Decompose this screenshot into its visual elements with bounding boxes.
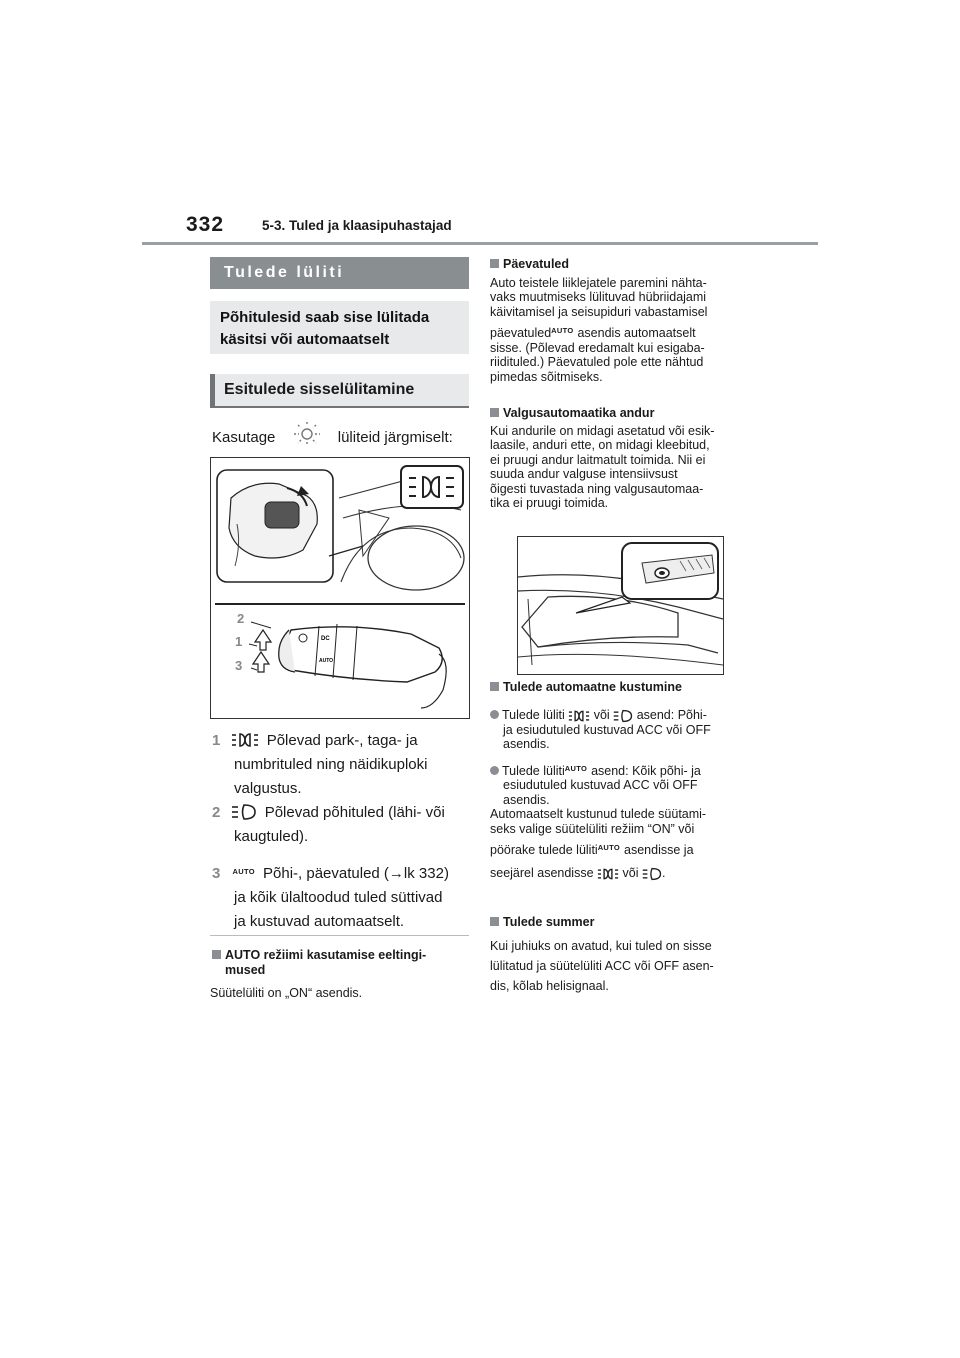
reference-arrow: → xyxy=(388,865,404,882)
turn-before: pöörake tulede lüliti xyxy=(490,843,598,857)
headlight-icon xyxy=(642,867,662,881)
buzzer-line-3: dis, kõlab helisignaal. xyxy=(490,978,609,993)
then-mid: või xyxy=(622,865,639,880)
daytime-heading: Päevatuled xyxy=(503,257,570,271)
sensor-line-5: õigesti tuvastada ning valgusautomaa- xyxy=(490,481,704,496)
lead-box xyxy=(210,301,469,354)
bullet-2-after: asend: Kõik põhi- ja xyxy=(591,763,701,778)
auto-heading-line-2: mused xyxy=(225,962,266,977)
sensor-heading: Valgusautomaatika andur xyxy=(503,406,655,420)
auto-conditions-heading xyxy=(212,948,472,977)
square-bullet-icon xyxy=(490,408,499,417)
header-rule xyxy=(142,242,818,245)
chapter-title-bar: Tulede lüliti xyxy=(210,257,469,289)
sensor-illustration xyxy=(517,536,724,675)
daytime-section xyxy=(490,257,765,384)
bullet-1-line-3: asendis. xyxy=(503,737,550,751)
figure-label-3: 3 xyxy=(235,658,243,673)
daytime-line-3: käivitamisel ja seisupiduri vabastamisel xyxy=(490,304,708,319)
figure-label-1: 1 xyxy=(235,634,243,649)
stalk-auto-label: AUTO xyxy=(319,658,334,664)
item-1-number: 1 xyxy=(212,732,221,749)
bullet-2-before: Tulede lüliti xyxy=(502,763,565,778)
auto-icon: AUTO xyxy=(551,326,574,335)
switch-illustration xyxy=(210,457,470,719)
daytime-line-6: riidituled.) Päevatuled pole ette nähtud xyxy=(490,355,704,369)
daytime-line-7: pimedas sõitmiseks. xyxy=(490,369,603,384)
headlight-icon xyxy=(613,709,633,723)
intro-after: lüliteid järgmiselt: xyxy=(337,429,453,446)
buzzer-line-1: Kui juhiuks on avatud, kui tuled on sisse xyxy=(490,938,712,953)
item-3-number: 3 xyxy=(212,865,221,882)
auto-off-heading: Tulede automaatne kustumine xyxy=(503,680,682,694)
item-3-line-2: ja kõik ülaltoodud tuled süttivad xyxy=(234,889,443,906)
auto-off-line-2: seks valige süütelüliti režiim “ON” või xyxy=(490,821,695,836)
auto-icon: AUTO xyxy=(564,763,588,773)
bullet-1-line-2: ja esiudutuled kustuvad ACC või OFF xyxy=(503,722,711,737)
intro-before: Kasutage xyxy=(212,429,276,446)
bullet-2-line-3: asendis. xyxy=(503,792,550,807)
lead-line-2: käsitsi või automaatselt xyxy=(220,331,390,348)
subheading: Esitulede sisselülitamine xyxy=(210,374,469,408)
item-2 xyxy=(212,801,472,849)
sensor-line-4: suuda andur valguse intensiivsust xyxy=(490,467,678,481)
sensor-line-1: Kui andurile on midagi asetatud või esik- xyxy=(490,423,715,438)
daytime-line-2: vaks muutmiseks lülituvad hübriidajami xyxy=(490,290,707,304)
item-1-line-2: numbrituled ning näidikuploki xyxy=(234,756,428,773)
daytime-line-4a: päevatuled xyxy=(490,326,552,340)
auto-icon: AUTO xyxy=(232,867,255,876)
square-bullet-icon xyxy=(212,950,221,959)
then-after: . xyxy=(661,865,666,880)
bullet-1-before: Tulede lüliti xyxy=(502,707,565,722)
item-2-number: 2 xyxy=(212,804,221,821)
sensor-line-3: ei pruugi andur laitmatult toimida. Nii ei xyxy=(490,452,706,467)
sensor-line-6: tika ei pruugi toimida. xyxy=(490,496,609,510)
daytime-line-4b: asendis automaatselt xyxy=(577,326,696,340)
buzzer-heading: Tulede summer xyxy=(503,915,595,929)
auto-off-section xyxy=(490,680,765,881)
lead-line-1: Põhitulesid saab sise lülitada xyxy=(220,309,430,326)
item-2-line-2: kaugtuled). xyxy=(234,828,309,845)
square-bullet-icon xyxy=(490,917,499,926)
parking-light-icon xyxy=(568,709,590,723)
round-bullet-icon xyxy=(490,710,499,719)
daytime-line-5: sisse. (Põlevad eredamalt kui esigaba- xyxy=(490,340,705,355)
intro-line xyxy=(212,420,453,450)
light-switch-icon xyxy=(290,420,324,446)
daytime-line-1: Auto teistele liiklejatele paremini nähta- xyxy=(490,275,707,290)
item-1-line-3: valgustus. xyxy=(234,780,302,797)
bullet-1-mid: või xyxy=(593,707,610,722)
sensor-illustration-drawing xyxy=(518,537,723,674)
item-1 xyxy=(212,729,472,801)
item-3 xyxy=(212,860,472,934)
turn-after: asendisse ja xyxy=(624,843,694,857)
page-reference-link[interactable]: lk 332) xyxy=(403,865,449,882)
sensor-section xyxy=(490,406,765,511)
divider xyxy=(210,935,469,936)
buzzer-section xyxy=(490,915,765,996)
auto-icon: AUTO xyxy=(597,843,621,852)
item-3-line-1: Põhi-, päevatuled ( xyxy=(263,865,389,882)
auto-off-line-1: Automaatselt kustunud tulede süütami- xyxy=(490,807,707,821)
bullet-2-line-2: esiudutuled kustuvad ACC või OFF xyxy=(503,778,698,792)
square-bullet-icon xyxy=(490,259,499,268)
svg-text:DC: DC xyxy=(321,636,330,642)
parking-light-icon xyxy=(597,867,619,881)
sensor-line-2: laasile, anduri ette, on midagi kleebitud, xyxy=(490,438,710,452)
then-before: seejärel asendisse xyxy=(490,865,594,880)
parking-light-icon xyxy=(231,731,259,749)
page-number: 332 xyxy=(186,213,225,236)
item-3-line-3: ja kustuvad automaatselt. xyxy=(234,913,405,930)
item-2-line-1: Põlevad põhituled (lähi- või xyxy=(264,804,445,821)
auto-heading-line-1: AUTO režiimi kasutamise eeltingi- xyxy=(225,948,427,962)
square-bullet-icon xyxy=(490,682,499,691)
section-title: 5-3. Tuled ja klaasipuhastajad xyxy=(262,218,452,233)
round-bullet-icon xyxy=(490,766,499,775)
buzzer-line-2: lülitatud ja süütelüliti ACC või OFF asen- xyxy=(490,958,714,973)
item-1-line-1: Põlevad park-, taga- ja xyxy=(266,732,418,749)
auto-conditions-text: Süütelüliti on „ON“ asendis. xyxy=(210,986,363,1000)
figure-label-2: 2 xyxy=(237,611,245,626)
headlight-icon xyxy=(231,803,257,821)
switch-illustration-drawing xyxy=(211,458,469,718)
bullet-1-after: asend: Põhi- xyxy=(636,707,707,722)
